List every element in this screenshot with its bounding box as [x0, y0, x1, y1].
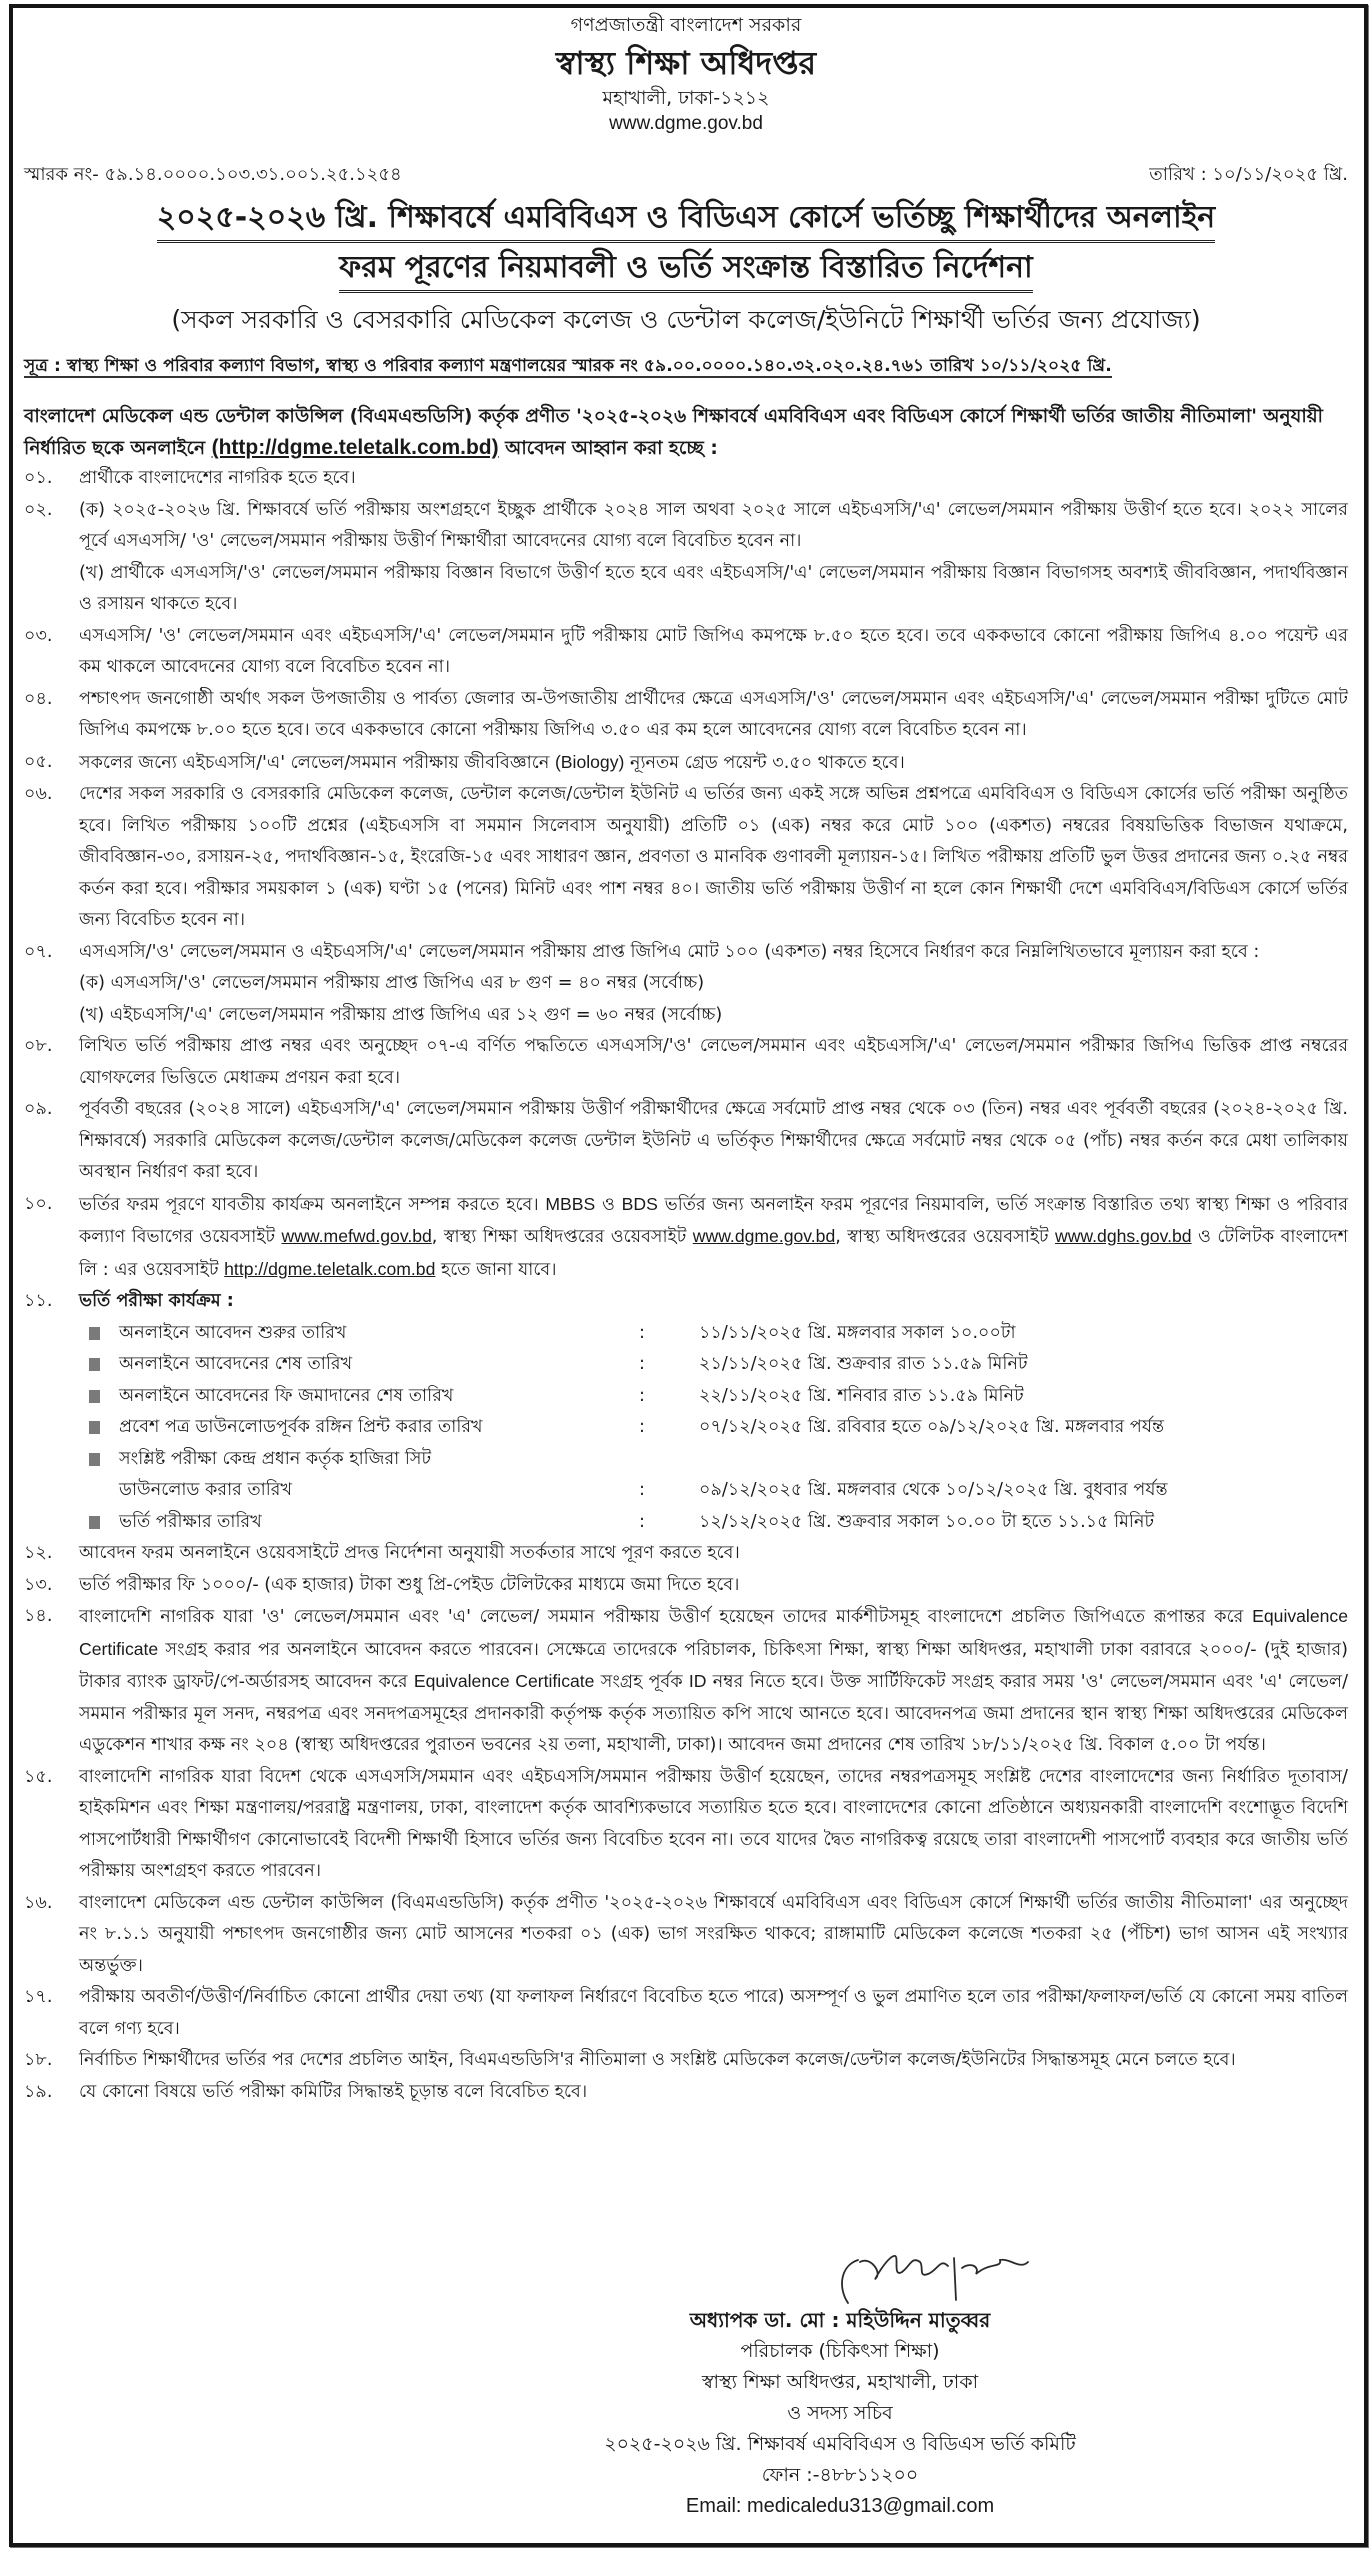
- item-text: পশ্চাৎপদ জনগোষ্ঠী অর্থাৎ সকল উপজাতীয় ও পার্বত্য জেলার অ-উপজাতীয় প্রার্থীদের ক্ষেত্রে এসএসসি/'ও' লেভেল/সমমান এবং এইচএসসি/'এ' লেভেল/সমমান পরীক্ষা দুটিতে মোট জিপিএ কমপক্ষে ৮.০০ হতে হবে। তবে এককভাবে কোনো পরীক্ষায় জিপিএ ৩.৫০ এর কম হলে আবেদনের যোগ্য বলে বিবেচিত হবেন না।: [79, 688, 1348, 740]
- item-number: ১৯.: [24, 2081, 53, 2102]
- schedule-row: [79, 1349, 1348, 1381]
- item-text-part: সংগ্রহ পূর্বক: [594, 1672, 689, 1692]
- item-number: ০১.: [24, 468, 53, 488]
- item-text: এসএসসি/ 'ও' লেভেল/সমমান এবং এইচএসসি/'এ' লেভেল/সমমান দুটি পরীক্ষায় মোট জিপিএ কমপক্ষে ৮.৫০ হতে হবে। তবে এককভাবে কোনো পরীক্ষায় জিপিএ ৪.০০ পয়েন্ট এর কম থাকলে আবেদনের যোগ্য বলে বিবেচিত হবেন না।: [79, 625, 1348, 677]
- item-number: ১৩.: [24, 1574, 53, 1595]
- item-number: ০৬.: [24, 784, 53, 804]
- square-bullet-icon: [89, 1381, 119, 1413]
- dgme-link[interactable]: www.dgme.gov.bd: [692, 1226, 836, 1246]
- schedule-label: সংশ্লিষ্ট পরীক্ষা কেন্দ্র প্রধান কর্তৃক হাজিরা সিট: [119, 1448, 432, 1469]
- schedule-row: [79, 1507, 1348, 1539]
- item-text-part: ও টেলিটক বাংলাদেশ লি : এর ওয়েবসাইট: [79, 1227, 1348, 1280]
- list-item: [24, 1189, 1348, 1287]
- item-number: ১৫.: [24, 1766, 53, 1787]
- item-subclause: (ক) এসএসসি/'ও' লেভেল/সমমান পরীক্ষায় প্রাপ্ত জিপিএ এর ৮ গুণ = ৪০ নম্বর (সর্বোচ্চ): [79, 973, 705, 993]
- item-text-part: , স্বাস্থ্য শিক্ষা অধিদপ্তরের ওয়েবসাইট: [431, 1227, 693, 1247]
- instructions-list: [24, 463, 1348, 2108]
- list-item: [24, 779, 1348, 937]
- item-number: ০৮.: [24, 1036, 53, 1056]
- item-text-english: MBBS: [545, 1193, 596, 1214]
- list-item: [24, 495, 1348, 621]
- item-number: ০৯.: [24, 1099, 53, 1119]
- item-number: ০৭.: [24, 941, 53, 962]
- item-text-part: বাংলাদেশি নাগরিক যারা 'ও' লেভেল/সমমান এবং 'এ' লেভেল/ সমমান পরীক্ষায় উত্তীর্ণ হয়েছেন তাদের মার্কশীটসমূহ বাংলাদেশে প্রচলিত জিপিএতে রূপান্তর করে: [79, 1607, 1253, 1627]
- schedule-separator: :: [639, 1511, 645, 1532]
- office-website[interactable]: www.dgme.gov.bd: [609, 113, 763, 134]
- item-number: ০৪.: [24, 688, 53, 709]
- source-reference-text: সূত্র : স্বাস্থ্য শিক্ষা ও পরিবার কল্যাণ বিভাগ, স্বাস্থ্য ও পরিবার কল্যাণ মন্ত্রণালয়ের স্মারক নং ৫৯.০০.০০০০.১৪০.৩২.০২০.২৪.৭৬১ তারিখ ১০/১১/২০২৫ খ্রি.: [24, 356, 1112, 376]
- schedule-row: [79, 1412, 1348, 1444]
- schedule-label: অনলাইনে আবেদন শুরুর তারিখ: [119, 1322, 347, 1343]
- item-number: ১২.: [24, 1543, 53, 1563]
- list-item: [24, 1601, 1348, 1762]
- schedule-separator: :: [639, 1322, 645, 1343]
- item-text-part: ভর্তির ফরম পূরণে যাবতীয় কার্যক্রম অনলাইনে সম্পন্ন করতে হবে।: [79, 1194, 546, 1215]
- teletalk-link[interactable]: (http://dgme.teletalk.com.bd): [211, 436, 499, 459]
- notice-title-line-2: [0, 248, 1372, 293]
- intro-text-after: আবেদন আহ্বান করা হচ্ছে :: [498, 438, 718, 459]
- item-number: ০৩.: [24, 625, 53, 646]
- schedule-row: [79, 1381, 1348, 1413]
- schedule-row: [79, 1318, 1348, 1350]
- square-bullet-icon: [89, 1507, 119, 1539]
- item-text-part: নম্বর নিতে হবে। উক্ত সার্টিফিকেট সংগ্রহ করার সময় 'ও' লেভেল/সমমান এবং 'এ' লেভেল/সমমান পরীক্ষার মূল সনদ, নম্বরপত্র এবং সনদপত্রসমূহের প্রদানকারী কর্তৃপক্ষ কর্তৃক সত্যায়িত কপি সাথে আনতে হবে। আবেদনপত্র জমা প্রদানের স্থান স্বাস্থ্য শিক্ষা অধিদপ্তরের মেডিকেল এডুকেশন শাখার কক্ষ নং ২০৪ (স্বাস্থ্য অধিদপ্তরের পুরাতন ভবনের ২য় তলা, মহাখালী, ঢাকা)। আবেদন জমা প্রদানের শেষ তারিখ ১৮/১১/২০২৫ খ্রি. বিকাল ৫.০০ টা পর্যন্ত।: [79, 1672, 1348, 1755]
- item-number: ০৫.: [24, 751, 53, 772]
- schedule-value: ০৭/১২/২০২৫ খ্রি. রবিবার হতে ০৯/১২/২০২৫ খ্রি. মঙ্গলবার পর্যন্ত: [699, 1417, 1165, 1437]
- office-address: মহাখালী, ঢাকা-১২১২: [602, 87, 770, 109]
- list-item: [24, 937, 1348, 1032]
- item-text: [79, 1189, 1348, 1287]
- intro-paragraph: [24, 401, 1348, 464]
- list-item: [24, 747, 1348, 780]
- item-subclause: (খ) প্রার্থীকে এসএসসি/'ও' লেভেল/সমমান পরীক্ষায় বিজ্ঞান বিভাগে উত্তীর্ণ হতে হবে এবং এইচএসসি/'এ' লেভেল/সমমান পরীক্ষায় বিজ্ঞান বিভাগসহ অবশ্যই জীববিজ্ঞান, পদার্থবিজ্ঞান ও রসায়ন থাকতে হবে।: [79, 562, 1348, 614]
- item-text-part: , স্বাস্থ্য অধিদপ্তরের ওয়েবসাইট: [835, 1227, 1055, 1247]
- notice-title-line-1: [0, 198, 1372, 243]
- list-item: [24, 1286, 1348, 1318]
- item-subclause: (ক) ২০২৫-২০২৬ খ্রি. শিক্ষাবর্ষে ভর্তি পরীক্ষায় অংশগ্রহণে ইচ্ছুক প্রার্থীকে ২০২৪ সাল অথবা ২০২৫ সালে এইচএসসি/'এ' লেভেল/সমমান পরীক্ষায় উত্তীর্ণ হতে হবে। ২০২২ সালের পূর্বে এসএসসি/ 'ও' লেভেল/সমমান পরীক্ষায় উত্তীর্ণ শিক্ষার্থীরা আবেদনের যোগ্য বলে বিবেচিত হবেন না।: [79, 499, 1348, 551]
- signatory-phone: ফোন :-৪৮৮১১২০০: [761, 2464, 919, 2486]
- item-text-part: ভর্তির জন্য অনলাইন ফরম পূরণের নিয়মাবলি, ভর্তি সংক্রান্ত বিস্তারিত তথ্য স্বাস্থ্য শিক্ষা ও পরিবার কল্যাণ বিভাগের ওয়েবসাইট: [79, 1194, 1348, 1247]
- schedule-label-continued: ডাউনলোড করার তারিখ: [119, 1480, 293, 1500]
- schedule-value: ১২/১২/২০২৫ খ্রি. শুক্রবার সকাল ১০.০০ টা হতে ১১.১৫ মিনিট: [699, 1511, 1155, 1532]
- list-item: [24, 1982, 1348, 2045]
- item-text-part: সংগ্রহ করার পর অনলাইনে আবেদন করতে পারবেন। সেক্ষেত্রে তাদেরকে পরিচালক, চিকিৎসা শিক্ষা, স্বাস্থ্য শিক্ষা অধিদপ্তর, মহাখালী ঢাকা বরাবরে ২০০০/- (দুই হাজার) টাকার ব্যাংক ড্রাফট/পে-অর্ডারসহ আবেদন করে: [79, 1639, 1348, 1692]
- list-item: [24, 463, 1348, 495]
- item-text-part: সকলের জন্যে এইচএসসি/'এ' লেভেল/সমমান পরীক্ষায় জীববিজ্ঞানে: [79, 752, 555, 773]
- item-text-part: ন্যূনতম গ্রেড পয়েন্ট ৩.৫০ থাকতে হবে।: [624, 752, 905, 773]
- item-subclause: (খ) এইচএসসি/'এ' লেভেল/সমমান পরীক্ষায় প্রাপ্ত জিপিএ এর ১২ গুণ = ৬০ নম্বর (সর্বোচ্চ): [79, 1004, 723, 1025]
- item-text: [79, 1601, 1348, 1762]
- square-bullet-icon: [89, 1349, 119, 1381]
- item-text-english: Equivalence Certificate: [79, 1606, 1348, 1659]
- schedule-value: ০৯/১২/২০২৫ খ্রি. মঙ্গলবার থেকে ১০/১২/২০২৫ খ্রি. বুধবার পর্যন্ত: [699, 1480, 1168, 1500]
- mefwd-link[interactable]: www.mefwd.gov.bd: [281, 1226, 432, 1246]
- signatory-role: ও সদস্য সচিব: [787, 2402, 893, 2424]
- item-number: ০২.: [24, 499, 53, 520]
- list-item: [24, 1888, 1348, 1983]
- item-number: ১৭.: [24, 1987, 53, 2007]
- item-text: ভর্তি পরীক্ষার ফি ১০০০/- (এক হাজার) টাকা শুধু প্রি-পেইড টেলিটকের মাধ্যমে জমা দিতে হবে।: [79, 1574, 740, 1595]
- item-text: লিখিত ভর্তি পরীক্ষায় প্রাপ্ত নম্বর এবং অনুচ্ছেদ ০৭-এ বর্ণিত পদ্ধতিতে এসএসসি/'ও' লেভেল/সমমান এবং এইচএসসি/'এ' লেভেল/সমমান পরীক্ষার জিপিএ ভিত্তিক প্রাপ্ত নম্বরের যোগফলের ভিত্তিতে মেধাক্রম প্রণয়ন করা হবে।: [79, 1036, 1348, 1088]
- list-item: [24, 1094, 1348, 1189]
- list-item: [24, 621, 1348, 684]
- source-reference: [24, 352, 1346, 380]
- signatory-committee: ২০২৫-২০২৬ খ্রি. শিক্ষাবর্ষ এমবিবিএস ও বিডিএস ভর্তি কমিটি: [604, 2433, 1076, 2455]
- intro-text-before: বাংলাদেশ মেডিকেল এন্ড ডেন্টাল কাউন্সিল (বিএমএন্ডডিসি) কর্তৃক প্রণীত '২০২৫-২০২৬ শিক্ষাবর্ষে এমবিবিএস এবং বিডিএস কোর্সে শিক্ষার্থী ভর্তির জাতীয় নীতিমালা' অনুযায়ী নির্ধারিত ছকে অনলাইনে: [24, 406, 1323, 459]
- office-name: স্বাস্থ্য শিক্ষা অধিদপ্তর: [555, 44, 817, 82]
- list-item: [24, 2045, 1348, 2077]
- list-item: [24, 1538, 1348, 1570]
- signatory-email[interactable]: Email: medicaledu313@gmail.com: [685, 2495, 995, 2517]
- item-text: দেশের সকল সরকারি ও বেসরকারি মেডিকেল কলেজ, ডেন্টাল কলেজ/ডেন্টাল ইউনিট এ ভর্তির জন্য একই সঙ্গে অভিন্ন প্রশ্নপত্রে এমবিবিএস ও বিডিএস কোর্সের ভর্তি পরীক্ষা অনুষ্ঠিত হবে। লিখিত পরীক্ষায় ১০০টি প্রশ্নের (এইচএসসি বা সমমান সিলেবাস অনুযায়ী) প্রতিটি ০১ (এক) নম্বর করে মোট ১০০ (একশত) নম্বরের বিষয়ভিত্তিক বিভাজন যথাক্রমে, জীববিজ্ঞান-৩০, রসায়ন-২৫, পদার্থবিজ্ঞান-১৫, ইংরেজি-১৫ এবং সাধারণ জ্ঞান, প্রবণতা ও মানবিক গুণাবলী মূল্যায়ন-১৫। লিখিত পরীক্ষায় প্রতিটি ভুল উত্তর প্রদানের জন্য ০.২৫ নম্বর কর্তন করা হবে। পরীক্ষার সময়কাল ১ (এক) ঘণ্টা ১৫ (পনের) মিনিট এবং পাশ নম্বর ৪০। জাতীয় ভর্তি পরীক্ষায় উত্তীর্ণ না হলে কোন শিক্ষার্থী দেশে এমবিবিএস/বিডিএস কোর্সে ভর্তির জন্য বিবেচিত হবেন না।: [79, 784, 1348, 930]
- schedule-label: প্রবেশ পত্র ডাউনলোডপূর্বক রঙ্গিন প্রিন্ট করার তারিখ: [119, 1417, 483, 1437]
- government-name: গণপ্রজাতন্ত্রী বাংলাদেশ সরকার: [570, 14, 802, 36]
- schedule-row: [79, 1475, 1348, 1507]
- schedule-table: [79, 1318, 1348, 1539]
- schedule-separator: :: [639, 1417, 645, 1437]
- signatory-office: স্বাস্থ্য শিক্ষা অধিদপ্তর, মহাখালী, ঢাকা: [701, 2371, 979, 2393]
- item-text: বাংলাদেশ মেডিকেল এন্ড ডেন্টাল কাউন্সিল (বিএমএন্ডডিসি) কর্তৃক প্রণীত '২০২৫-২০২৬ শিক্ষাবর্ষে এমবিবিএস এবং বিডিএস কোর্সে শিক্ষার্থী ভর্তির জাতীয় নীতিমালা' এর অনুচ্ছেদ নং ৮.১.১ অনুযায়ী পশ্চাৎপদ জনগোষ্ঠীর জন্য মোট আসনের শতকরা ০১ (এক) ভাগ সংরক্ষিত থাকবে; রাঙ্গামাটি মেডিকেল কলেজে শতকরা ২৫ (পঁচিশ) ভাগ আসন এই সংখ্যার অন্তর্ভুক্ত।: [79, 1892, 1348, 1976]
- memo-date: তারিখ : ১০/১১/২০২৫ খ্রি.: [1149, 164, 1348, 185]
- schedule-value: ২১/১১/২০২৫ খ্রি. শুক্রবার রাত ১১.৫৯ মিনিট: [699, 1354, 1028, 1374]
- list-item: [24, 1031, 1348, 1094]
- schedule-value: ১১/১১/২০২৫ খ্রি. মঙ্গলবার সকাল ১০.০০টা: [699, 1322, 1016, 1343]
- item-text: [79, 747, 1348, 780]
- item-paragraph: এসএসসি/'ও' লেভেল/সমমান ও এইচএসসি/'এ' লেভেল/সমমান পরীক্ষায় প্রাপ্ত জিপিএ মোট ১০০ (একশত) নম্বর হিসেবে নির্ধারণ করে নিম্নলিখিতভাবে মূল্যায়ন করা হবে :: [79, 941, 1260, 962]
- list-item: [24, 2077, 1348, 2109]
- item-text: [79, 1286, 1348, 1318]
- notice-subtitle: (সকল সরকারি ও বেসরকারি মেডিকেল কলেজ ও ডেন্টাল কলেজ/ইউনিটে শিক্ষার্থী ভর্তির জন্য প্রযোজ্য): [171, 305, 1201, 334]
- schedule-value: ২২/১১/২০২৫ খ্রি. শনিবার রাত ১১.৫৯ মিনিট: [699, 1385, 1024, 1406]
- item-number: ১১.: [24, 1291, 53, 1311]
- item-text-english: (Biology): [554, 751, 625, 772]
- schedule-separator: :: [639, 1385, 645, 1406]
- schedule-row: [79, 1444, 1348, 1476]
- item-number: ১৮.: [24, 2050, 53, 2070]
- square-bullet-icon: [89, 1444, 119, 1476]
- signatory-designation: পরিচালক (চিকিৎসা শিক্ষা): [740, 2340, 940, 2362]
- square-bullet-icon: [89, 1318, 119, 1350]
- item-text: আবেদন ফরম অনলাইনে ওয়েবসাইটে প্রদত্ত নির্দেশনা অনুযায়ী সতর্কতার সাথে পূরণ করতে হবে।: [79, 1543, 740, 1563]
- item-text: নির্বাচিত শিক্ষার্থীদের ভর্তির পর দেশের প্রচলিত আইন, বিএমএন্ডডিসি'র নীতিমালা ও সংশ্লিষ্ট মেডিকেল কলেজ/ডেন্টাল কলেজ/ইউনিটের সিদ্ধান্তসমূহ মেনে চলতে হবে।: [79, 2050, 1236, 2070]
- schedule-label: অনলাইনে আবেদনের শেষ তারিখ: [119, 1354, 353, 1374]
- item-number: ১৬.: [24, 1892, 53, 1913]
- list-item: [24, 1570, 1348, 1602]
- item-text: [79, 495, 1348, 621]
- list-item: [24, 684, 1348, 747]
- item-number: ১০.: [24, 1193, 53, 1214]
- item-text-english: Equivalence Certificate: [413, 1671, 595, 1691]
- schedule-separator: :: [639, 1480, 645, 1500]
- item-text: প্রার্থীকে বাংলাদেশের নাগরিক হতে হবে।: [79, 468, 356, 488]
- schedule-label: অনলাইনে আবেদনের ফি জমাদানের শেষ তারিখ: [119, 1385, 454, 1406]
- item-text-part: হতে জানা যাবে।: [435, 1259, 557, 1280]
- dghs-link[interactable]: www.dghs.gov.bd: [1055, 1226, 1192, 1246]
- item-text-english: ID: [688, 1671, 707, 1691]
- teletalk-link[interactable]: http://dgme.teletalk.com.bd: [224, 1258, 436, 1279]
- list-item: [24, 1762, 1348, 1888]
- item-text: যে কোনো বিষয়ে ভর্তি পরীক্ষা কমিটির সিদ্ধান্তই চূড়ান্ত বলে বিবেচিত হবে।: [79, 2081, 588, 2102]
- notice-title-text-1: ২০২৫-২০২৬ খ্রি. শিক্ষাবর্ষে এমবিবিএস ও বিডিএস কোর্সে ভর্তিচ্ছু শিক্ষার্থীদের অনলাইন: [157, 198, 1215, 243]
- item-number: ১৪.: [24, 1606, 53, 1626]
- schedule-title: ভর্তি পরীক্ষা কার্যক্রম :: [79, 1291, 234, 1311]
- notice-title-text-2: ফরম পূরণের নিয়মাবলী ও ভর্তি সংক্রান্ত বিস্তারিত নির্দেশনা: [339, 248, 1032, 293]
- memo-reference: স্মারক নং- ৫৯.১৪.০০০০.১০৩.৩১.০০১.২৫.১২৫৪: [24, 164, 402, 185]
- item-text: বাংলাদেশি নাগরিক যারা বিদেশ থেকে এসএসসি/সমমান এবং এইচএসসি/সমমান পরীক্ষায় উত্তীর্ণ হয়েছেন, তাদের নম্বরপত্রসমূহ সংশ্লিষ্ট দেশের বাংলাদেশের জন্য নির্ধারিত দূতাবাস/হাইকমিশন এবং শিক্ষা মন্ত্রণালয়/পররাষ্ট্র মন্ত্রণালয়, ঢাকা, বাংলাদেশ কর্তৃক আবশ্যিকভাবে সত্যায়িত হতে হবে। বাংলাদেশের কোনো প্রতিষ্ঠানে অধ্যয়নকারী বাংলাদেশি বংশোদ্ভূত বিদেশি পাসপোর্টধারী শিক্ষার্থীগণ কোনোভাবেই বিদেশী শিক্ষার্থী হিসাবে ভর্তির জন্য বিবেচিত হবেন না। তবে যাদের দ্বৈত নাগরিকত্ব রয়েছে তারা বাংলাদেশী পাসপোর্ট ব্যবহার করে জাতীয় ভর্তি পরীক্ষায় অংশগ্রহণ করতে পারবেন।: [79, 1766, 1349, 1881]
- schedule-separator: :: [639, 1354, 645, 1374]
- schedule-label: ভর্তি পরীক্ষার তারিখ: [119, 1511, 262, 1532]
- item-text: পূর্ববর্তী বছরের (২০২৪ সালে) এইচএসসি/'এ' লেভেল/সমমান পরীক্ষায় উত্তীর্ণ পরীক্ষার্থীদের ক্ষেত্রে সর্বমোট প্রাপ্ত নম্বর থেকে ০৩ (তিন) নম্বর এবং পূর্ববর্তী বছরের (২০২৪-২০২৫ খ্রি. শিক্ষাবর্ষে) সরকারি মেডিকেল কলেজ/ডেন্টাল কলেজ/মেডিকেল কলেজ ডেন্টাল ইউনিট এ ভর্তিকৃত শিক্ষার্থীদের ক্ষেত্রে সর্বমোট নম্বর থেকে ০৫ (পাঁচ) নম্বর কর্তন করে মেধা তালিকায় অবস্থান নির্ধারণ করা হবে।: [79, 1099, 1348, 1182]
- item-text: পরীক্ষায় অবতীর্ণ/উত্তীর্ণ/নির্বাচিত কোনো প্রার্থীর দেয়া তথ্য (যা ফলাফল নির্ধারণে বিবেচিত হতে পারে) অসম্পূর্ণ ও ভুল প্রমাণিত হলে তার পরীক্ষা/ফলাফল/ভর্তি যে কোনো সময় বাতিল বলে গণ্য হবে।: [79, 1987, 1348, 2039]
- item-text-part: ও: [595, 1194, 622, 1215]
- item-text-english: BDS: [621, 1193, 658, 1214]
- item-text: [79, 937, 1348, 1032]
- square-bullet-icon: [89, 1412, 119, 1444]
- signatory-name: অধ্যাপক ডা. মো : মহিউদ্দিন মাতুব্বর: [689, 2308, 991, 2332]
